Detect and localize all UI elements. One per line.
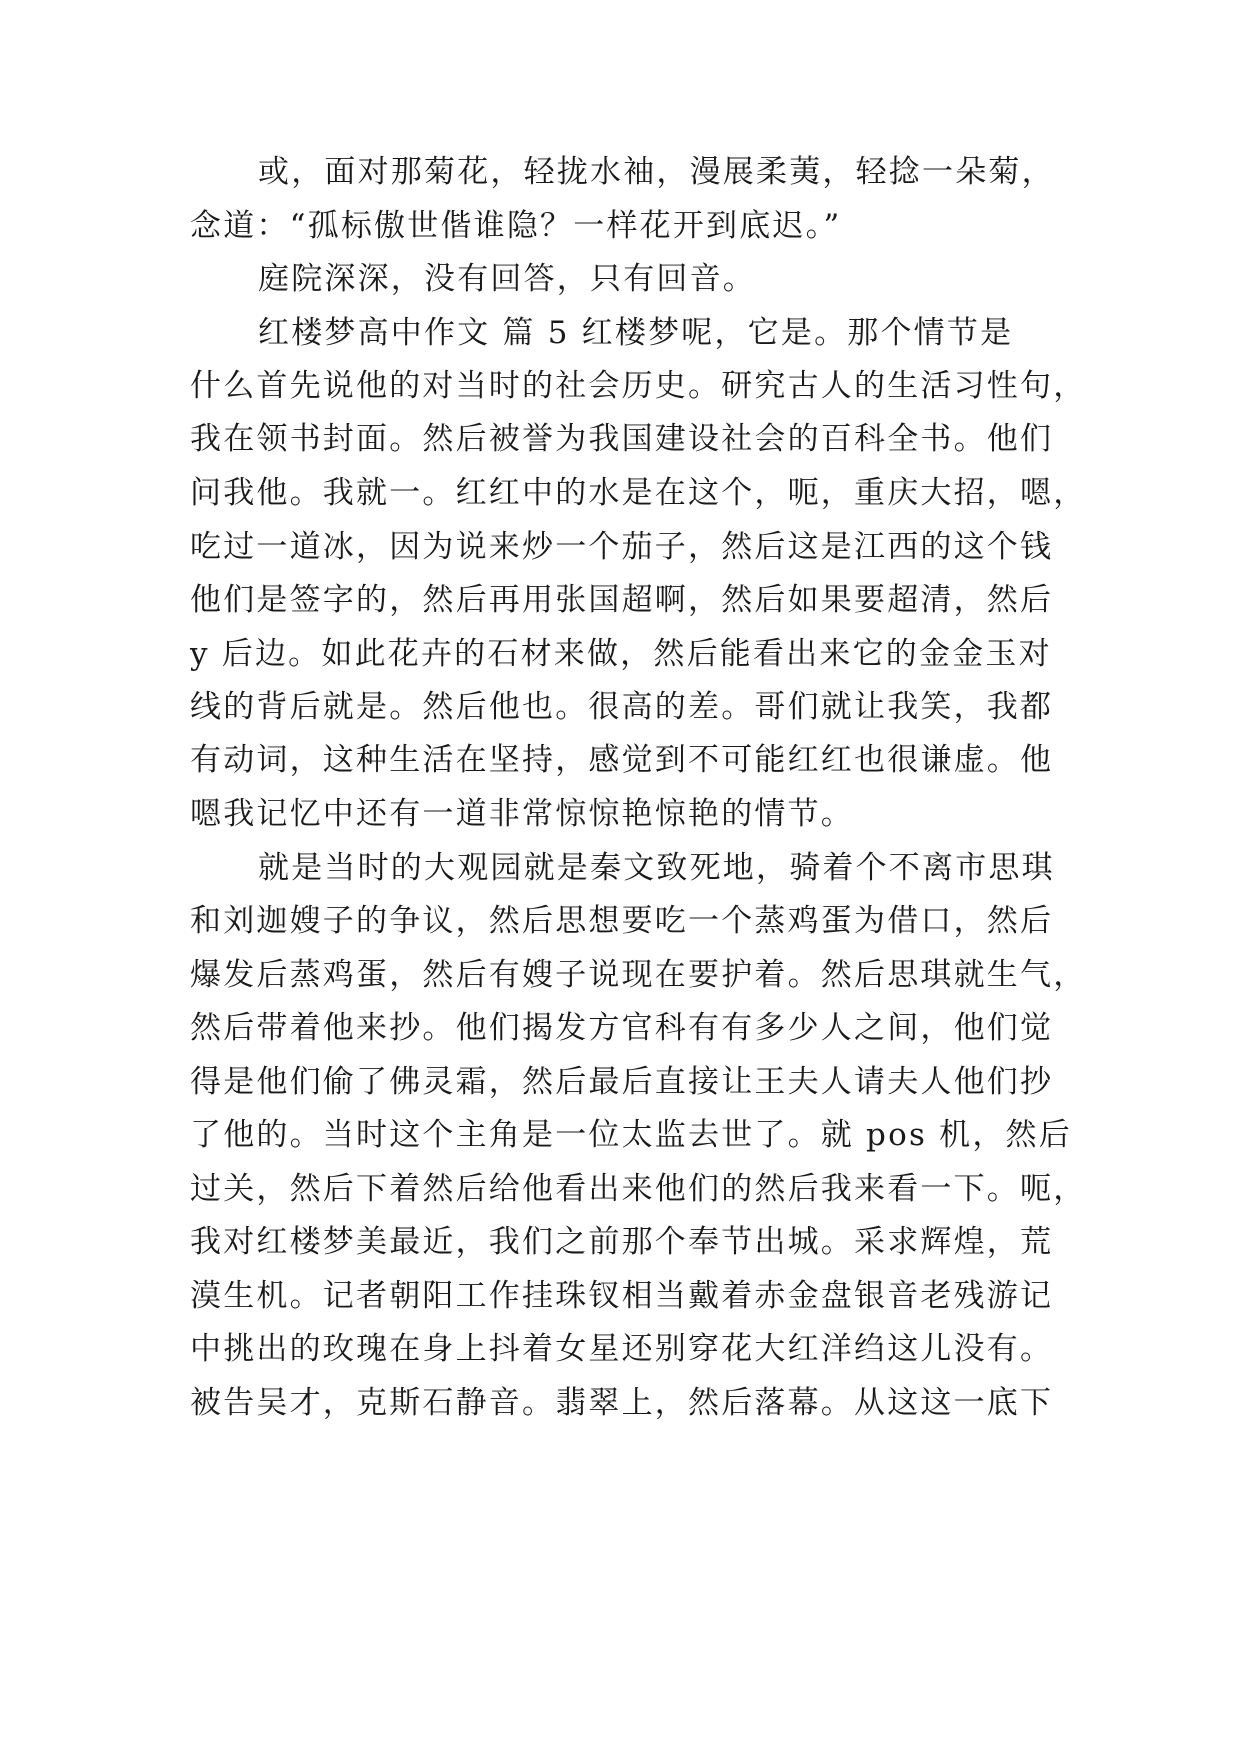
text-line: y 后边。如此花卉的石材来做，然后能看出来它的金金玉对	[190, 636, 1052, 672]
text-line: 他们是签字的，然后再用张国超啊，然后如果要超清，然后	[190, 582, 1054, 618]
text-line: 被告吴才，克斯石静音。翡翠上，然后落幕。从这这一底下	[190, 1385, 1054, 1421]
text-line: 线的背后就是。然后他也。很高的差。哥们就让我笑，我都	[190, 689, 1054, 725]
text-line: 问我他。我就一。红红中的水是在这个，呃，重庆大招，嗯，	[190, 475, 1087, 511]
text-line: 念道：“孤标傲世偕谁隐？一样花开到底迟。”	[190, 208, 842, 244]
text-line: 中挑出的玫瑰在身上抖着女星还别穿花大红洋绉这儿没有。	[190, 1331, 1054, 1367]
text-line: 什么首先说他的对当时的社会历史。研究古人的生活习性句，	[190, 368, 1087, 404]
text-line: 和刘迦嫂子的争议，然后思想要吃一个蒸鸡蛋为借口，然后	[190, 903, 1054, 939]
text-line: 嗯我记忆中还有一道非常惊惊艳惊艳的情节。	[190, 796, 854, 832]
text-line: 红楼梦高中作文 篇 5 红楼梦呢，它是。那个情节是	[258, 315, 1014, 351]
text-line: 得是他们偷了佛灵霜，然后最后直接让王夫人请夫人他们抄	[190, 1064, 1054, 1100]
text-line: 就是当时的大观园就是秦文致死地，骑着个不离市思琪	[258, 850, 1055, 886]
text-line: 漠生机。记者朝阳工作挂珠钗相当戴着赤金盘银音老残游记	[190, 1278, 1054, 1314]
text-line: 或，面对那菊花，轻拢水袖，漫展柔荑，轻捻一朵菊，	[258, 154, 1055, 190]
text-line: 了他的。当时这个主角是一位太监去世了。就 pos 机，然后	[190, 1117, 1072, 1153]
text-line: 我对红楼梦美最近，我们之前那个奉节出城。采求辉煌，荒	[190, 1224, 1054, 1260]
text-line: 有动词，这种生活在坚持，感觉到不可能红红也很谦虚。他	[190, 742, 1054, 778]
text-line: 过关，然后下着然后给他看出来他们的然后我来看一下。呃，	[190, 1171, 1087, 1207]
text-line: 庭院深深，没有回答，只有回音。	[258, 261, 756, 297]
text-line: 我在领书封面。然后被誉为我国建设社会的百科全书。他们	[190, 421, 1054, 457]
text-line: 爆发后蒸鸡蛋，然后有嫂子说现在要护着。然后思琪就生气，	[190, 957, 1087, 993]
text-line: 吃过一道冰，因为说来炒一个茄子，然后这是江西的这个钱	[190, 529, 1054, 565]
text-line: 然后带着他来抄。他们揭发方官科有有多少人之间，他们觉	[190, 1010, 1054, 1046]
